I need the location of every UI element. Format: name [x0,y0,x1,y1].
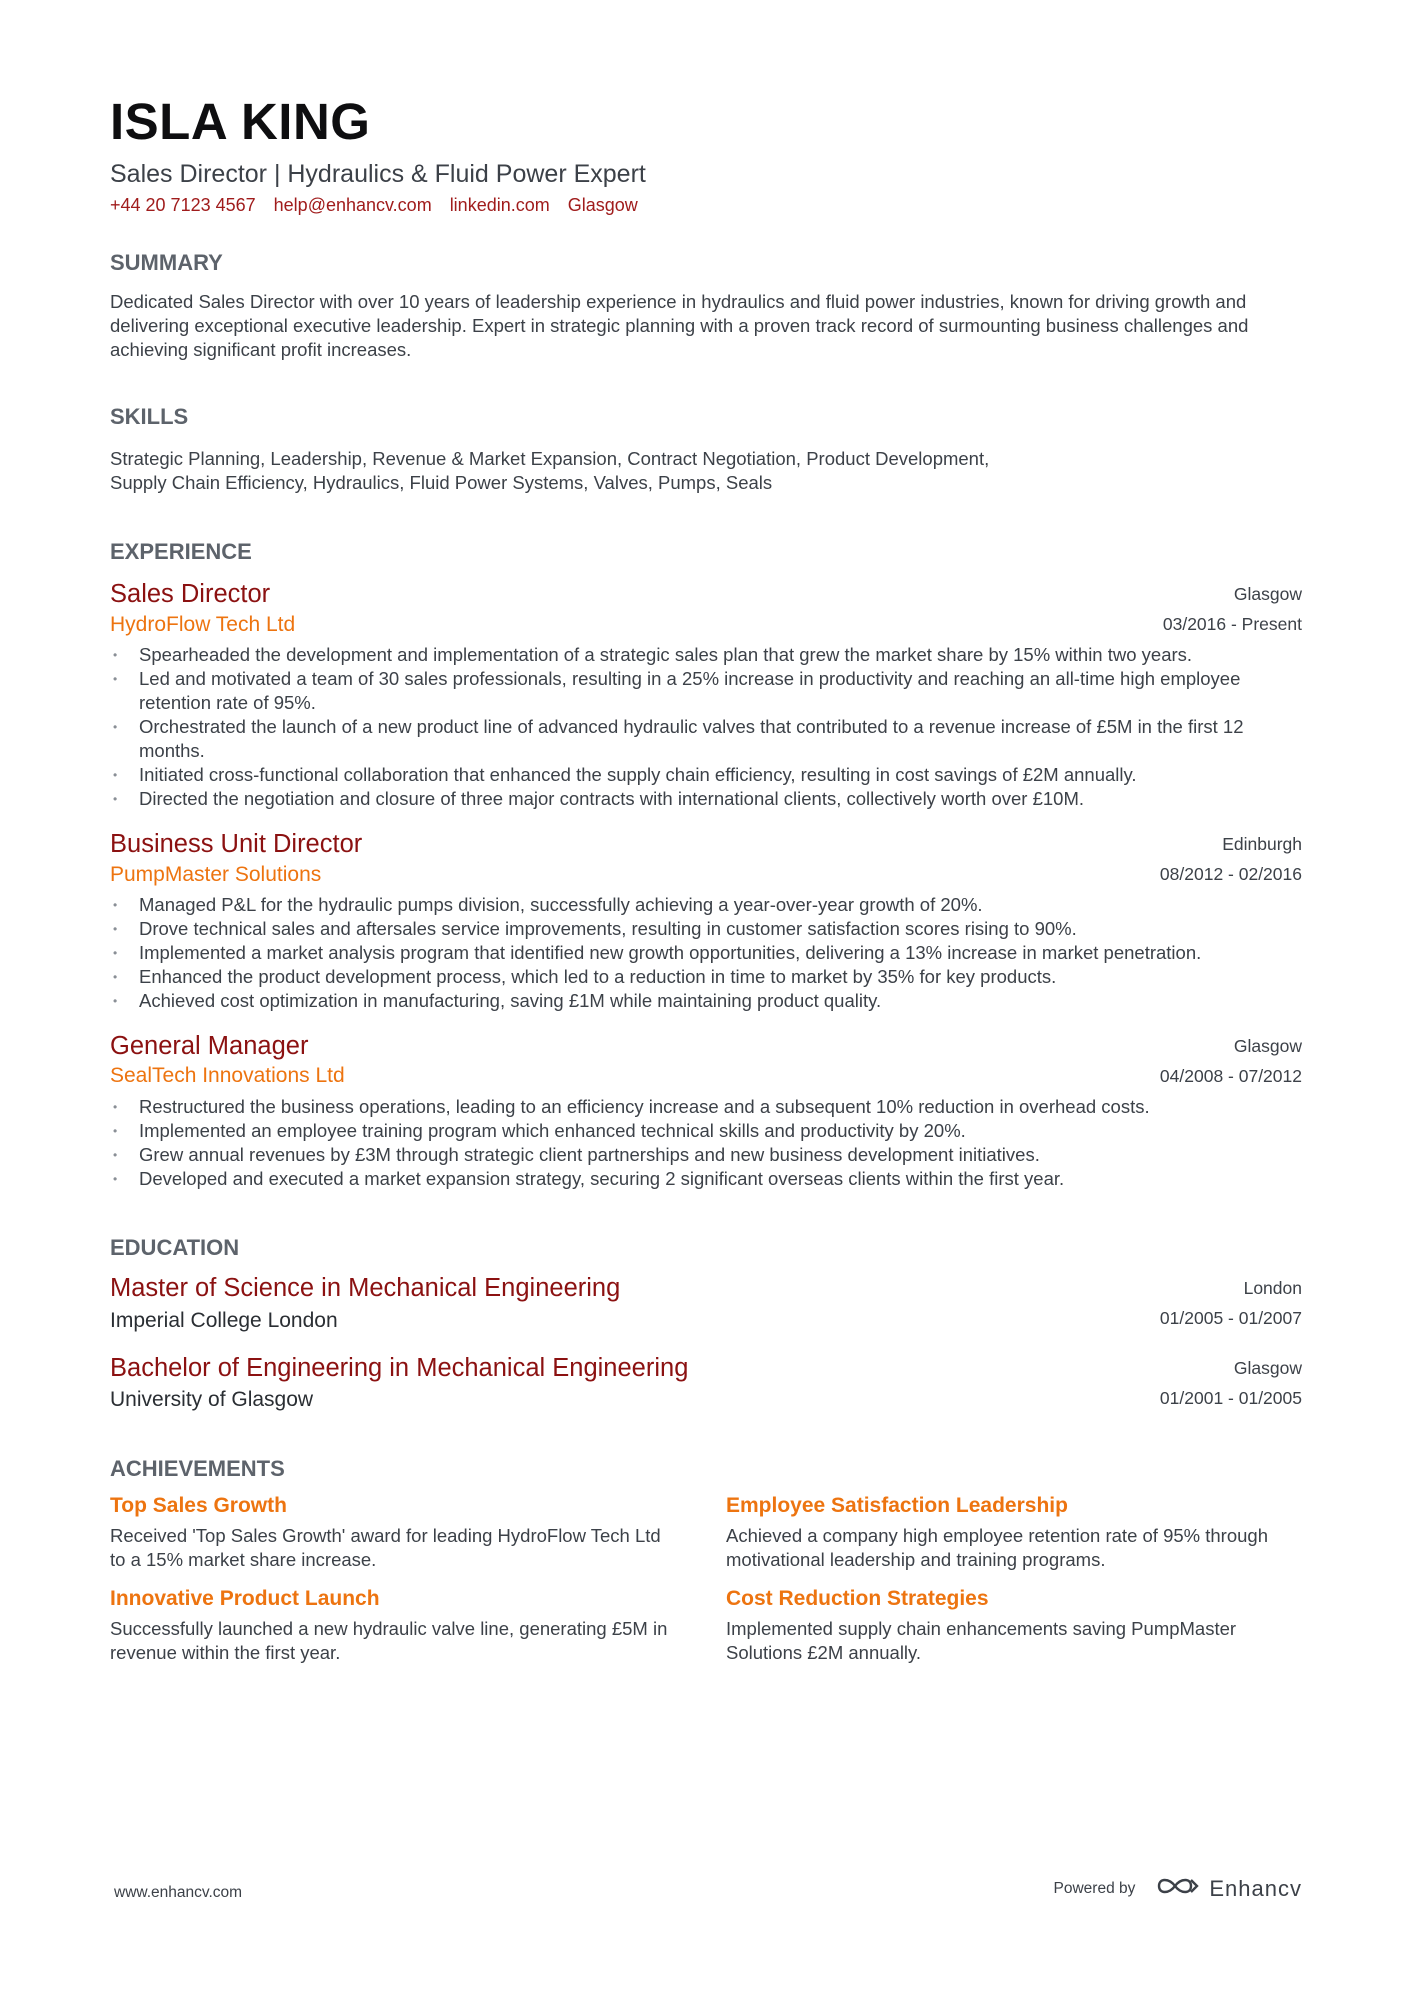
bullet-item: • Managed P&L for the hydraulic pumps division, successfully achieving a year-over-year growth of 20%. [110,893,1302,917]
job-location: Glasgow [1233,584,1302,605]
experience-item [110,829,1302,1013]
summary-text: Dedicated Sales Director with over 10 years of leadership experience in hydraulics and fluid power industries, known for driving growth and delivering exceptional executive leadership. Expert in strategic planning with a proven track record of surmounting business challenges and achieving significant profit increases. [110,291,1249,361]
bullet-item: • Spearheaded the development and implementation of a strategic sales plan that grew the market share by 15% within two years. [110,643,1302,667]
skills-section [110,404,1302,494]
job-location: Edinburgh [1222,833,1302,854]
education-location: London [1243,1277,1302,1298]
footer-website-link[interactable]: www.enhancv.com [114,1884,243,1901]
job-location: Glasgow [1233,1035,1302,1056]
achievement-desc: Implemented supply chain enhancements saving PumpMaster Solutions £2M annually. [726,1618,1237,1664]
bullet-item: • Directed the negotiation and closure of three major contracts with international clients, collectively worth over £10M. [110,787,1302,811]
job-meta [1160,829,1302,889]
brand-logo[interactable] [1155,1874,1302,1904]
job-role: General Manager [110,1031,309,1060]
enhancv-logo-icon [1155,1874,1201,1904]
summary-section [110,250,1302,362]
achievements-grid [110,1493,1302,1665]
linkedin-link[interactable]: linkedin.com [449,195,550,215]
bullet-item: • Drove technical sales and aftersales service improvements, resulting in customer satisfaction scores rising to 90%. [110,917,1302,941]
bullet-item: • Grew annual revenues by £3M through strategic client partnerships and new business development initiatives. [110,1143,1302,1167]
achievement-title: Cost Reduction Strategies [726,1587,989,1611]
location-text: Glasgow [567,195,638,215]
footer-branding [1054,1874,1302,1904]
education-dates: 01/2005 - 01/2007 [1159,1307,1302,1328]
achievement-item [726,1586,1302,1665]
bullet-item: • Implemented a market analysis program that identified new growth opportunities, delivering a 13% increase in market penetration. [110,941,1302,965]
bullet-item: • Restructured the business operations, leading to an efficiency increase and a subsequent 10% reduction in overhead costs. [110,1095,1302,1119]
section-title-experience: EXPERIENCE [110,538,252,564]
phone-link[interactable]: +44 20 7123 4567 [110,195,256,215]
job-dates: 08/2012 - 02/2016 [1159,863,1302,884]
job-role: Sales Director [110,580,271,609]
skills-list [110,447,1302,495]
degree-title: Bachelor of Engineering in Mechanical Engineering [110,1353,689,1382]
education-item [110,1353,1302,1413]
achievement-title: Top Sales Growth [110,1493,287,1517]
achievement-title: Innovative Product Launch [110,1587,380,1611]
resume-page [110,93,1302,1665]
bullet-item: • Initiated cross-functional collaboration that enhanced the supply chain efficiency, resulting in cost savings of £2M annually. [110,763,1302,787]
section-title-skills: SKILLS [110,404,189,430]
achievement-desc: Achieved a company high employee retention rate of 95% through motivational leadership and training programs. [726,1525,1268,1571]
bullet-item: • Developed and executed a market expansion strategy, securing 2 significant overseas clients within the first year. [110,1167,1302,1191]
school-name: University of Glasgow [110,1388,314,1412]
job-dates: 03/2016 - Present [1162,614,1302,635]
job-meta [1163,579,1302,639]
bullet-item: • Implemented an employee training program which enhanced technical skills and productivity by 20%. [110,1119,1302,1143]
education-dates: 01/2001 - 01/2005 [1159,1387,1302,1408]
job-bullets [110,1095,1302,1191]
section-title-achievements: ACHIEVEMENTS [110,1456,285,1482]
achievement-desc: Successfully launched a new hydraulic valve line, generating £5M in revenue within the first year. [110,1618,668,1664]
email-link[interactable]: help@enhancv.com [273,195,432,215]
candidate-name: ISLA KING [110,93,371,150]
job-company: PumpMaster Solutions [110,862,322,886]
job-company: SealTech Innovations Ltd [110,1064,345,1088]
school-name: Imperial College London [110,1308,338,1332]
experience-item [110,579,1302,811]
achievement-title: Employee Satisfaction Leadership [726,1493,1068,1517]
section-title-education: EDUCATION [110,1234,240,1260]
education-meta [1160,1273,1302,1333]
education-section [110,1235,1302,1413]
bullet-item: • Achieved cost optimization in manufacturing, saving £1M while maintaining product quality. [110,989,1302,1013]
job-role: Business Unit Director [110,829,363,858]
section-title-summary: SUMMARY [110,250,223,275]
skills-line: Supply Chain Efficiency, Hydraulics, Fluid Power Systems, Valves, Pumps, Seals [110,471,773,493]
skills-line: Strategic Planning, Leadership, Revenue & Market Expansion, Contract Negotiation, Product Development, [110,447,990,469]
education-meta [1160,1353,1302,1413]
education-location: Glasgow [1233,1357,1302,1378]
achievement-item [110,1586,726,1665]
candidate-title: Sales Director | Hydraulics & Fluid Power Expert [110,160,646,188]
bullet-item: • Orchestrated the launch of a new product line of advanced hydraulic valves that contributed to a revenue increase of £5M in the first 12 months. [110,715,1302,763]
degree-title: Master of Science in Mechanical Engineering [110,1273,621,1302]
brand-name: Enhancv [1209,1876,1302,1901]
job-dates: 04/2008 - 07/2012 [1159,1065,1302,1086]
bullet-item: • Led and motivated a team of 30 sales professionals, resulting in a 25% increase in productivity and reaching an all-time high employee retention rate of 95%. [110,667,1302,715]
powered-by-label: Powered by [1053,1880,1136,1897]
bullet-item: • Enhanced the product development process, which led to a reduction in time to market by 35% for key products. [110,965,1302,989]
job-company: HydroFlow Tech Ltd [110,612,296,636]
contact-bar [110,195,1302,216]
achievement-desc: Received 'Top Sales Growth' award for leading HydroFlow Tech Ltd to a 15% market share increase. [110,1525,661,1571]
experience-section [110,539,1302,1191]
experience-item [110,1031,1302,1191]
job-bullets [110,893,1302,1013]
achievement-item [110,1493,726,1572]
job-bullets [110,643,1302,811]
achievements-section [110,1456,1302,1665]
education-item [110,1273,1302,1333]
achievement-item [726,1493,1302,1572]
job-meta [1160,1031,1302,1091]
